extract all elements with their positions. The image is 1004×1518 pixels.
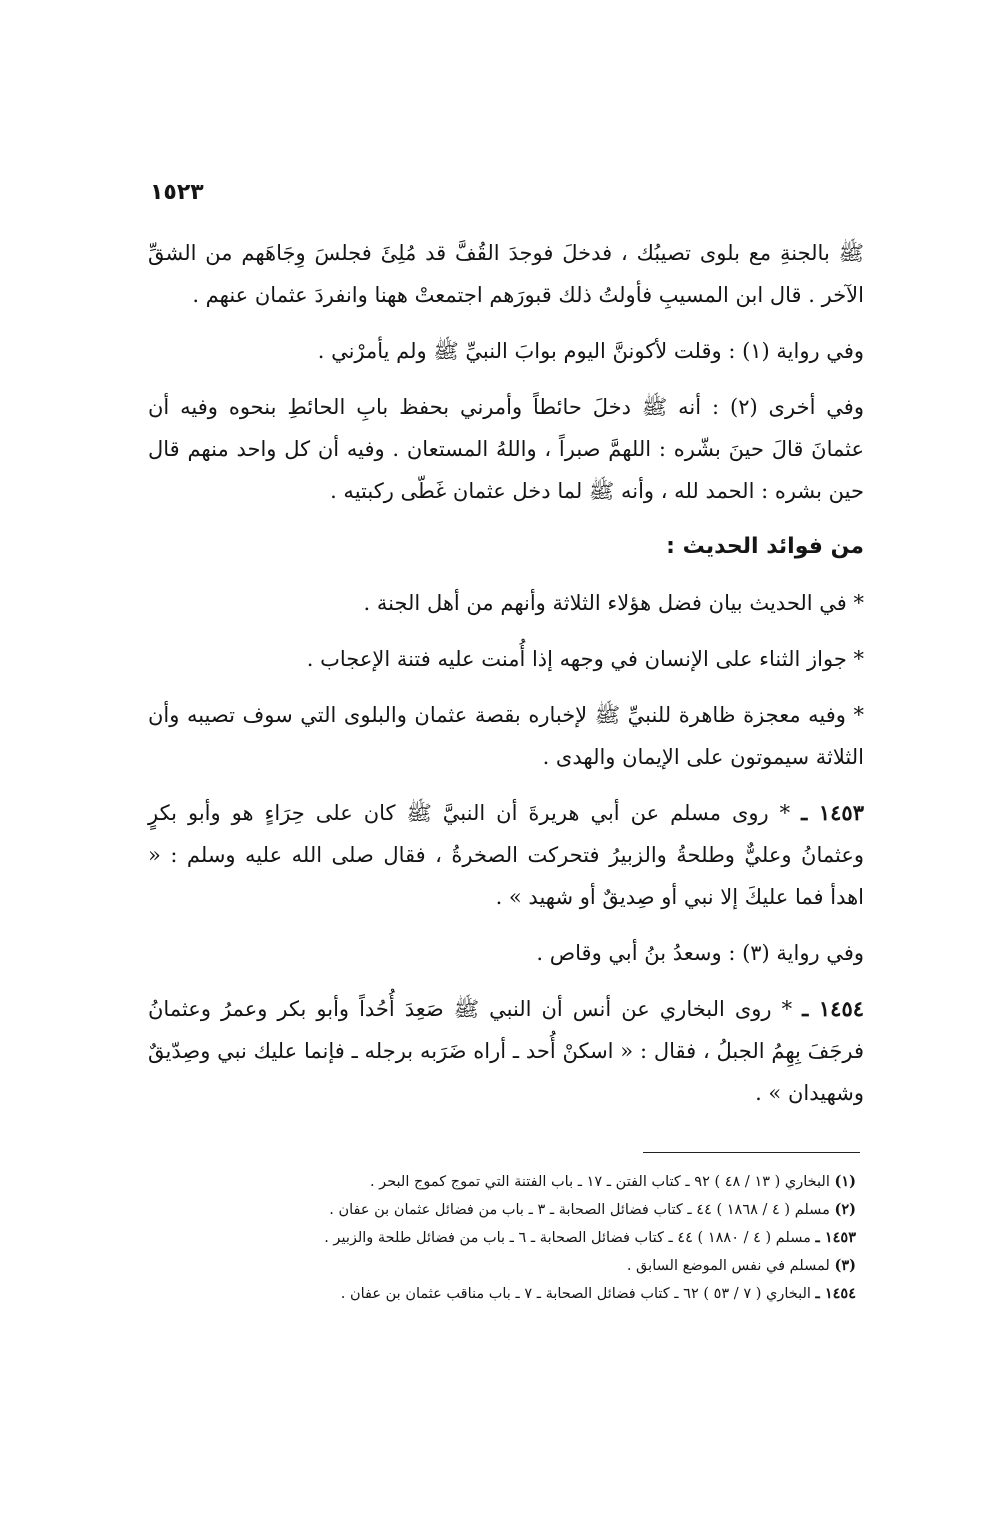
footnote-text: البخاري ( ٧ / ٥٣ ) ٦٢ ـ كتاب فضائل الصحابة ـ ٧ ـ باب مناقب عثمان بن عفان . <box>340 1286 811 1302</box>
footnote <box>150 1224 856 1252</box>
hadith-text: * روى مسلم عن أبي هريرةَ أن النبيَّ ﷺ كان على حِرَاءٍ هو وأبو بكرٍ وعثمانُ وعليٌّ وطلحةُ والزبيرُ فتحركت الصخرةُ ، فقال صلى الله عليه وسلم : « اهدأ فما عليكَ إلا نبي أو صِديقٌ أو شهيد » . <box>148 801 864 909</box>
footnote-number: (١) <box>834 1173 856 1190</box>
footnotes <box>150 1168 856 1308</box>
hadith-1453-variant: وفي رواية (٣) : وسعدُ بنُ أبي وقاص . <box>536 941 864 965</box>
footnote-text: لمسلم في نفس الموضع السابق . <box>626 1258 830 1274</box>
footnote-text: مسلم ( ٤ / ١٨٨٠ ) ٤٤ ـ كتاب فضائل الصحابة ـ ٦ ـ باب من فضائل طلحة والزبير . <box>324 1230 811 1246</box>
footnote-text: مسلم ( ٤ / ١٨٦٨ ) ٤٤ ـ كتاب فضائل الصحابة ـ ٣ ـ باب من فضائل عثمان بن عفان . <box>329 1202 830 1218</box>
footnote-number: ١٤٥٣ ـ <box>815 1229 856 1246</box>
footnote-number: ١٤٥٤ ـ <box>815 1285 856 1302</box>
hadith-1453 <box>148 792 864 918</box>
benefit-item-3: * وفيه معجزة ظاهرة للنبيِّ ﷺ لإخباره بقصة عثمان والبلوى التي سوف تصيبه وأن الثلاثة سيموتون على الإيمان والهدى . <box>148 703 864 769</box>
footnote <box>150 1168 856 1196</box>
footnote-number: (٣) <box>834 1257 856 1274</box>
footnote-text: البخاري ( ١٣ / ٤٨ ) ٩٢ ـ كتاب الفتن ـ ١٧ ـ باب الفتنة التي تموج كموج البحر . <box>369 1174 830 1190</box>
hadith-1454 <box>148 988 864 1114</box>
benefit-item-2: * جواز الثناء على الإنسان في وجهه إذا أُمنت عليه فتنة الإعجاب . <box>306 647 864 671</box>
main-text <box>148 232 864 1128</box>
benefit-item-1: * في الحديث بيان فضل هؤلاء الثلاثة وأنهم من أهل الجنة . <box>363 591 864 615</box>
section-heading: من فوائد الحديث : <box>666 534 864 559</box>
footnote-number: (٢) <box>834 1201 856 1218</box>
hadith-text: * روى البخاري عن أنس أن النبي ﷺ صَعِدَ أُحُداً وأبو بكر وعمرُ وعثمانُ فرجَفَ بِهِمُ الجبلُ ، فقال : « اسكنْ أُحد ـ أراه ضَرَبه برجله ـ فإنما عليك نبي وصِدّيقٌ وشهيدان » . <box>148 997 864 1105</box>
hadith-number: ١٤٥٤ ـ <box>802 996 865 1021</box>
paragraph-narration-1: وفي رواية (١) : وقلت لأكوننَّ اليوم بوابَ النبيِّ ﷺ ولم يأمرْني . <box>317 339 864 363</box>
paragraph-narration-2: وفي أخرى (٢) : أنه ﷺ دخلَ حائطاً وأمرني بحفظ بابِ الحائطِ بنحوه وفيه أن عثمانَ قالَ حينَ بشّره : اللهمَّ صبراً ، واللهُ المستعان . وفيه أن كل واحد منهم قال حين بشره : الحمد لله ، وأنه ﷺ لما دخل عثمان غَطّى ركبتيه . <box>148 395 864 503</box>
page-number: ١٥٢٣ <box>150 180 204 205</box>
paragraph-continuation: ﷺ بالجنةِ مع بلوى تصيبُك ، فدخلَ فوجدَ القُفَّ قد مُلِئَ فجلسَ وِجَاهَهم من الشقِّ الآخر . قال ابن المسيبِ فأولتُ ذلك قبورَهم اجتمعتْ ههنا وانفردَ عثمان عنهم . <box>148 241 864 307</box>
footnote <box>150 1252 856 1280</box>
footnote <box>150 1196 856 1224</box>
hadith-number: ١٤٥٣ ـ <box>801 800 864 825</box>
footnote-separator <box>643 1152 860 1153</box>
footnote <box>150 1280 856 1308</box>
